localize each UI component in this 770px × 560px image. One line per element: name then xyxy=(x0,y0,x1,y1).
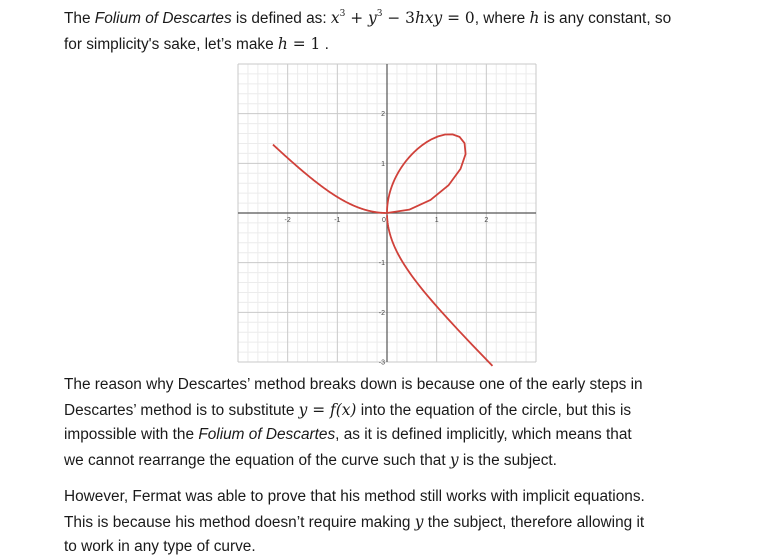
text: is any constant, so xyxy=(539,10,672,27)
x-tick-label: 0 xyxy=(382,217,386,224)
math-operator: − 3 xyxy=(382,9,415,27)
folium-graph xyxy=(238,64,536,367)
paragraph-fermat-method xyxy=(64,485,714,560)
text: The reason why Descartes’ method breaks down is because one of the early steps in xyxy=(64,376,643,393)
y-tick-label: -3 xyxy=(378,359,385,367)
y-tick-label: -2 xyxy=(378,309,385,317)
y-tick-label: 2 xyxy=(381,111,385,119)
y-tick-label: -1 xyxy=(378,260,385,268)
math-equals-one: = 1 xyxy=(287,34,321,53)
math-y: y xyxy=(368,9,377,27)
math-h: h xyxy=(277,34,288,53)
folium-term: Folium of Descartes xyxy=(94,10,232,27)
text: . xyxy=(320,35,329,53)
text: However, Fermat was able to prove that his method still works with implicit equations. xyxy=(64,488,645,505)
paragraph-folium-definition xyxy=(64,6,714,57)
math-operator: + xyxy=(345,9,369,27)
text: is defined as: xyxy=(231,10,331,27)
text: , where xyxy=(474,10,530,27)
text: impossible with the xyxy=(64,426,199,444)
math-equals-zero: = 0 xyxy=(442,9,475,27)
paragraph-descartes-method xyxy=(64,373,714,473)
math-y: y xyxy=(414,512,424,531)
math-y: y xyxy=(449,450,459,469)
text: into the equation of the circle, but this is xyxy=(356,401,632,419)
y-tick-label: 1 xyxy=(381,160,385,168)
text: The xyxy=(64,10,95,27)
folium-curve xyxy=(273,134,492,366)
text: we cannot rearrange the equation of the curve such that xyxy=(64,451,450,469)
math-y-equals-fx: y = f(x) xyxy=(298,400,357,419)
folium-term: Folium of Descartes xyxy=(198,426,336,444)
x-tick-label: -2 xyxy=(284,217,291,224)
math-h: h xyxy=(529,9,540,27)
text: Descartes’ method is to substitute xyxy=(64,401,299,419)
x-tick-label: 2 xyxy=(484,217,489,224)
math-exponent: 3 xyxy=(339,9,346,19)
math-exponent: 3 xyxy=(376,9,383,19)
x-tick-label: -1 xyxy=(334,217,341,224)
text: , as it is defined implicitly, which means that xyxy=(335,426,632,444)
math-x: x xyxy=(330,9,340,27)
x-tick-label: 1 xyxy=(434,217,439,224)
text: This is because his method doesn’t require making xyxy=(64,513,415,531)
text: is the subject. xyxy=(458,451,557,469)
math-hxy: hxy xyxy=(414,9,443,27)
text: the subject, therefore allowing it xyxy=(423,513,645,531)
text: to work in any type of curve. xyxy=(64,538,256,556)
text: for simplicity's sake, let’s make xyxy=(64,35,278,53)
